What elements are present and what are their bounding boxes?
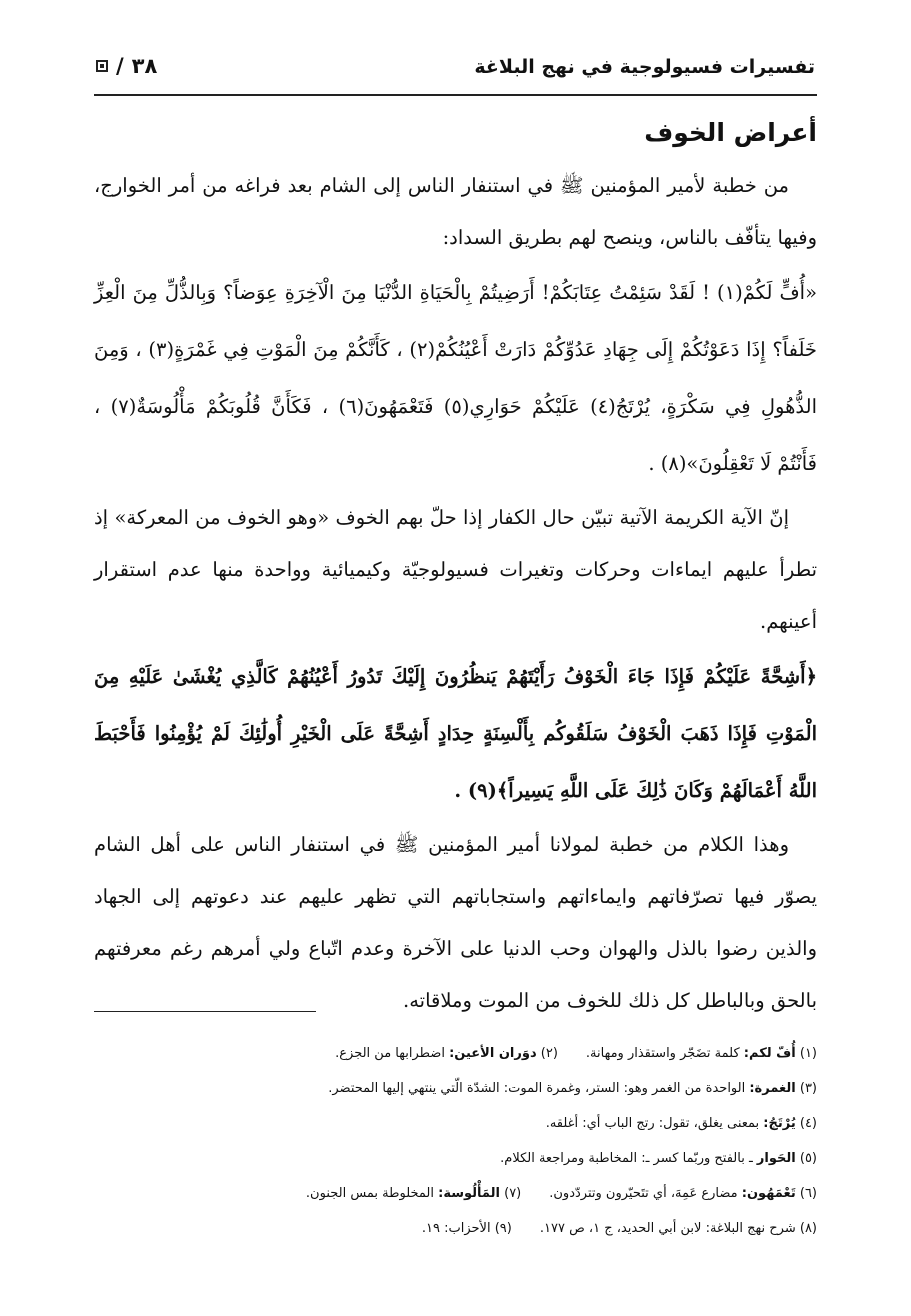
page-header: [94, 52, 817, 96]
section-heading: أعراض الخوف: [644, 118, 817, 147]
footnote-row: [94, 1176, 817, 1211]
footnote-5: (٥) الحَوار ـ بالفتح وربّما كسر ـ: المخاطبة ومراجعة الكلام.: [500, 1151, 817, 1166]
footnote-row: [94, 1036, 817, 1071]
square-ornament-icon: [96, 60, 108, 72]
footnote-1: (١) أُفّ لكم: كلمة تضَجّر واستقذار ومهانة.: [585, 1046, 817, 1061]
footnote-separator: [94, 1011, 316, 1012]
page-number-block: [96, 54, 157, 78]
footnote-row: [94, 1141, 817, 1176]
footnote-4: (٤) يُرْتَجُ: بمعنى يغلق، تقول: رتج الباب أي: أغلقه.: [545, 1116, 817, 1131]
footnote-8: (٨) شرح نهج البلاغة: لابن أبي الحديد، ج ١، ص ١٧٧.: [539, 1221, 817, 1236]
book-title: تفسيرات فسيولوجية في نهج البلاغة: [474, 56, 815, 78]
main-text: [94, 160, 817, 1027]
footnote-row: [94, 1211, 817, 1246]
footnote-row: [94, 1071, 817, 1106]
footnote-6: (٦) تَعْمَهُون: مضارع عَمِهَ، أي تتَحيّرون وتتردّدون.: [549, 1186, 817, 1201]
intro-paragraph: من خطبة لأمير المؤمنين ﷺ في استنفار الناس إلى الشام بعد فراغه من أمر الخوارج، وفيها يتأفّف بالناس، وينصح لهم بطريق السداد:: [94, 174, 817, 249]
analysis-paragraph: إنّ الآية الكريمة الآتية تبيّن حال الكفار إذا حلّ بهم الخوف «وهو الخوف من المعركة» إذ تطرأ عليهم ايماءات وحركات وتغيرات فسيولوجيّة وكيميائية وواحدة منها عدم استقرار أعينهم.: [94, 506, 817, 633]
quran-verse: ﴿أَشِحَّةً عَلَيْكُمْ فَإِذَا جَاءَ الْخَوْفُ رَأَيْتَهُمْ يَنظُرُونَ إِلَيْكَ تَدُورُ أَعْيُنُهُمْ كَالَّذِي يُغْشَىٰ عَلَيْهِ مِنَ الْمَوْتِ فَإِذَا ذَهَبَ الْخَوْفُ سَلَقُوكُم بِأَلْسِنَةٍ حِدَادٍ أَشِحَّةً عَلَى الْخَيْرِ أُولَٰئِكَ لَمْ يُؤْمِنُوا فَأَحْبَطَ اللَّهُ أَعْمَالَهُمْ وَكَانَ ذَٰلِكَ عَلَى اللَّهِ يَسِيراً﴾(٩) .: [94, 665, 817, 802]
footnote-7: (٧) المَأْلُوسة: المخلوطة بمس الجنون.: [305, 1186, 522, 1201]
closing-paragraph: وهذا الكلام من خطبة لمولانا أمير المؤمنين ﷺ في استنفار الناس على أهل الشام يصوّر فيها تصرّفاتهم وايماءاتهم واستجاباتهم التي تظهر عليهم عند دعوتهم إلى الجهاد والذين رضوا بالذل والهوان وحب الدنيا على الآخرة وعدم اتّباع ولي أمرهم رغم معرفتهم بالحق وبالباطل كل ذلك للخوف من الموت وملاقاته.: [94, 833, 817, 1012]
footnote-2: (٢) دوَران الأعين: اضطرابها من الجزع.: [335, 1046, 558, 1061]
page-number: ٣٨: [131, 54, 158, 78]
sermon-quote: «أُفٍّ لَكُمْ(١) ! لَقَدْ سَئِمْتُ عِتَابَكُمْ! أَرَضِيتُمْ بِالْحَيَاةِ الدُّنْيَا مِنَ الْآخِرَةِ عِوَضاً؟ وَبِالذُّلِّ مِنَ الْعِزِّ خَلَفاً؟ إِذَا دَعَوْتُكُمْ إِلَى جِهَادِ عَدُوِّكُمْ دَارَتْ أَعْيُنُكُمْ(٢) ، كَأَنَّكُمْ مِنَ الْمَوْتِ فِي غَمْرَةٍ(٣) ، وَمِنَ الذُّهُولِ فِي سَكْرَةٍ، يُرْتَجُ(٤) عَلَيْكُمْ حَوَارِي(٥) فَتَعْمَهُونَ(٦) ، فَكَأَنَّ قُلُوبَكُمْ مَأْلُوسَةٌ(٧) ، فَأَنْتُمْ لَا تَعْقِلُونَ»(٨) .: [94, 281, 818, 475]
footnote-9: (٩) الأحزاب: ١٩.: [421, 1221, 512, 1236]
footnote-3: (٣) الغمرة: الواحدة من الغمر وهو: الستر، وغمرة الموت: الشدّة الّتي ينتهي إليها المحتضر.: [328, 1081, 817, 1096]
header-separator: /: [116, 54, 124, 78]
footnote-row: [94, 1106, 817, 1141]
footnotes: [94, 1036, 817, 1246]
